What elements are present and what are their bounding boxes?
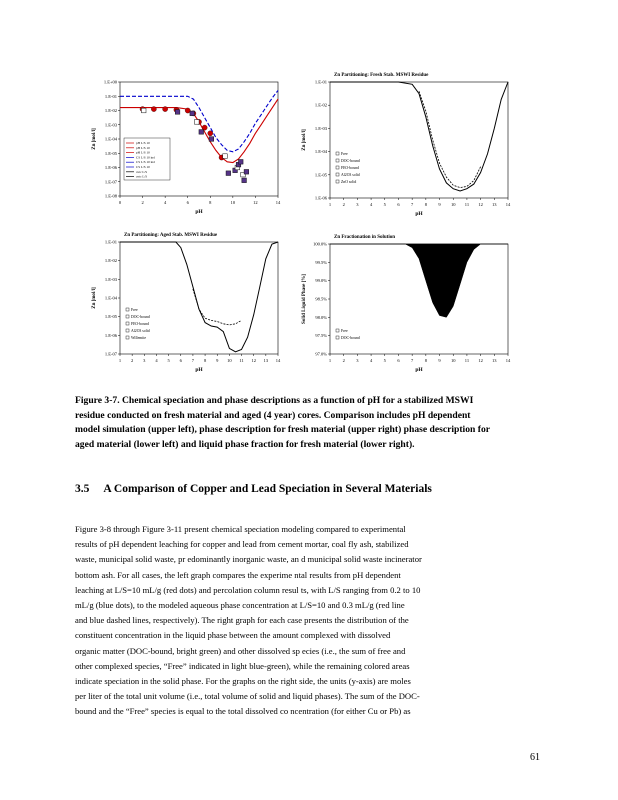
x-tick-label: 7 bbox=[191, 358, 195, 363]
paragraph-line: results of pH dependent leaching for copper and lead from cement mortar, coal fly ash, stabilized bbox=[75, 539, 409, 550]
x-tick-label: 4 bbox=[155, 358, 158, 363]
chart-upper-right bbox=[290, 70, 520, 220]
data-point-square bbox=[238, 160, 243, 165]
y-tick-label: 99.5% bbox=[315, 259, 327, 265]
y-tick-label: 1.E-02 bbox=[104, 108, 117, 113]
paragraph-line: leaching at L/S=10 mL/g (red dots) and percolation column resul ts, with L/S ranging from 0.2 to 10 bbox=[75, 584, 421, 595]
data-point-square bbox=[199, 130, 204, 135]
body-paragraph bbox=[75, 522, 545, 720]
x-tick-label: 3 bbox=[143, 358, 146, 363]
y-axis-label: Solid Liquid Phase [%] bbox=[302, 274, 307, 324]
x-tick-label: 12 bbox=[478, 358, 483, 363]
data-point-square bbox=[209, 137, 214, 142]
chart-upper-left bbox=[80, 70, 290, 220]
x-tick-label: 4 bbox=[369, 358, 373, 363]
data-point-circle bbox=[163, 106, 168, 111]
paragraph-line: bottom ash. For all cases, the left graph compares the experime ntal results from pH dependent bbox=[75, 569, 401, 580]
legend-entry: CS L/S 10 bbox=[136, 165, 150, 169]
x-tick-label: 2 bbox=[342, 202, 345, 207]
chart-title: Zn Partitioning: Fresh Stab. MSWI Residue bbox=[334, 73, 429, 78]
y-tick-label: 1.E-02 bbox=[314, 102, 327, 108]
x-tick-label: 9 bbox=[438, 358, 441, 363]
page-number: 61 bbox=[530, 752, 540, 763]
section-heading bbox=[75, 483, 432, 495]
data-point-square bbox=[223, 154, 228, 159]
x-tick-label: 10 bbox=[450, 358, 456, 363]
legend-entry: CS L/S 10 ind bbox=[136, 155, 155, 160]
chart-title: Zn Fractionation in Solution bbox=[334, 235, 395, 240]
x-tick-label: 5 bbox=[383, 202, 386, 207]
chart-upper-right-svg bbox=[290, 70, 520, 220]
legend-swatch bbox=[126, 308, 129, 311]
caption-line: aged material (lower left) and liquid phase fraction for fresh material (lower right). bbox=[75, 438, 415, 450]
legend-swatch bbox=[336, 152, 339, 155]
data-point-square bbox=[244, 169, 249, 174]
paragraph-line: organic matter (DOC‑bound, bright green) and other dissolved sp ecies (i.e., the sum of free and bbox=[75, 645, 406, 656]
data-point-square bbox=[175, 110, 180, 115]
data-point-square bbox=[141, 108, 146, 113]
x-tick-label: 5 bbox=[383, 358, 386, 363]
legend-entry: Free bbox=[341, 329, 348, 333]
legend-entry: Willemite bbox=[131, 336, 147, 340]
x-tick-label: 6 bbox=[186, 200, 189, 205]
x-tick-label: 11 bbox=[464, 202, 470, 207]
x-tick-label: 13 bbox=[492, 358, 497, 363]
x-tick-label: 1 bbox=[328, 202, 332, 207]
x-tick-label: 9 bbox=[438, 202, 441, 207]
chart-upper-left-svg bbox=[80, 70, 290, 220]
paragraph-line: other complexed species, “Free” indicated in light blue‑green), while the remaining colored areas bbox=[75, 660, 410, 671]
y-tick-label: 1.E-04 bbox=[314, 149, 327, 155]
paragraph-line: Figure 3‑8 through Figure 3‑11 present chemical speciation modeling compared to experimental bbox=[75, 524, 406, 534]
y-tick-label: 98.0% bbox=[315, 314, 327, 320]
y-axis-label: Zn [mol/l] bbox=[302, 129, 307, 151]
x-tick-label: 6 bbox=[179, 358, 182, 363]
y-tick-label: 1.E-01 bbox=[104, 239, 117, 245]
legend-entry: avtc L/S bbox=[136, 169, 148, 174]
paragraph-line: constituent concentration in the liquid phase between the amount complexed with dissolved bbox=[75, 630, 391, 641]
plot-area-frame bbox=[330, 82, 508, 198]
legend-entry: FEO-bound bbox=[341, 166, 359, 170]
legend-entry: avtc L/S bbox=[136, 174, 148, 179]
paragraph-line: and blue dashed lines, respectively). The right graph for each case presents the distribution of the bbox=[75, 615, 409, 626]
y-tick-label: 1.E-05 bbox=[314, 172, 327, 178]
y-tick-label: 98.5% bbox=[315, 296, 327, 302]
legend-swatch bbox=[126, 336, 129, 339]
y-tick-label: 1.E-03 bbox=[314, 125, 327, 131]
x-axis-label: pH bbox=[195, 209, 203, 215]
legend-entry: Free bbox=[341, 152, 348, 156]
x-tick-label: 3 bbox=[356, 358, 359, 363]
y-tick-label: 97.5% bbox=[315, 333, 327, 339]
legend-swatch bbox=[336, 336, 339, 339]
legend-entry: pH L/S 10 bbox=[136, 150, 150, 155]
x-tick-label: 8 bbox=[209, 200, 212, 205]
y-tick-label: 1.E-07 bbox=[104, 351, 117, 357]
data-point-square bbox=[242, 178, 247, 183]
x-tick-label: 12 bbox=[253, 200, 258, 205]
x-tick-label: 3 bbox=[356, 202, 359, 207]
x-tick-label: 10 bbox=[230, 200, 236, 205]
legend-entry: FEO-bound bbox=[131, 322, 149, 326]
caption-line: model simulation (upper left), phase description for fresh material (upper right) phase description for bbox=[75, 424, 491, 435]
x-tick-label: 12 bbox=[478, 202, 483, 207]
legend-entry: DOC-bound bbox=[341, 336, 360, 340]
y-tick-label: 1.E-06 bbox=[104, 165, 117, 170]
figure-caption bbox=[75, 394, 545, 452]
x-tick-label: 2 bbox=[131, 358, 134, 363]
y-tick-label: 99.0% bbox=[315, 278, 327, 284]
data-point-square bbox=[226, 171, 231, 176]
legend-entry: Free bbox=[131, 308, 138, 312]
y-tick-label: 97.0% bbox=[315, 351, 327, 357]
legend-swatch bbox=[126, 322, 129, 325]
y-tick-label: 1.E-01 bbox=[104, 93, 117, 99]
y-tick-label: 1.E-05 bbox=[104, 150, 117, 156]
chart-lower-left bbox=[80, 230, 290, 385]
section-title: A Comparison of Copper and Lead Speciation in Several Materials bbox=[103, 483, 432, 495]
y-tick-label: 1.E-04 bbox=[104, 136, 117, 142]
y-tick-label: 100.0% bbox=[313, 241, 327, 247]
chart-lower-left-svg bbox=[80, 230, 290, 385]
paragraph-line: mL/g (blue dots), to the modeled aqueous phase concentration at L/S=10 and 0.3 mL/g (red line bbox=[75, 600, 405, 611]
x-tick-label: 0 bbox=[118, 200, 122, 205]
x-tick-label: 2 bbox=[141, 200, 144, 205]
y-axis-label: Zn [mol/l] bbox=[92, 287, 97, 309]
liquid-fraction-area bbox=[330, 244, 508, 317]
legend-entry: Al2O3 solid bbox=[341, 173, 360, 177]
y-tick-label: 1.E-04 bbox=[104, 295, 117, 301]
x-tick-label: 8 bbox=[424, 202, 427, 207]
y-tick-label: 1.E-06 bbox=[104, 332, 117, 338]
legend-entry: ZnO solid bbox=[341, 180, 357, 184]
x-tick-label: 10 bbox=[227, 358, 232, 363]
x-tick-label: 14 bbox=[275, 358, 281, 363]
x-tick-label: 1 bbox=[118, 358, 122, 363]
x-tick-label: 8 bbox=[424, 358, 427, 363]
legend-entry: CS L/S 10 ind bbox=[136, 160, 155, 165]
data-point-circle bbox=[185, 108, 190, 113]
data-point-circle bbox=[151, 106, 156, 111]
x-tick-label: 8 bbox=[203, 358, 207, 363]
y-tick-label: 1.E-06 bbox=[314, 195, 327, 201]
y-tick-label: 1.E-01 bbox=[314, 79, 327, 85]
x-tick-label: 14 bbox=[505, 358, 511, 363]
data-point-square bbox=[190, 111, 195, 116]
x-tick-label: 6 bbox=[397, 202, 400, 207]
caption-line: residue conducted on fresh material and aged (4 year) cores. Comparison includes pH dependent bbox=[75, 409, 471, 421]
legend-swatch bbox=[336, 180, 339, 183]
legend-swatch bbox=[126, 315, 129, 318]
x-tick-label: 14 bbox=[505, 202, 511, 207]
legend-swatch bbox=[336, 166, 339, 169]
legend-swatch bbox=[126, 329, 129, 332]
paragraph-line: indicate speciation in the solid phase. For the graphs on the right side, the units (y‑axis) are moles bbox=[75, 676, 411, 687]
x-tick-label: 9 bbox=[216, 358, 219, 363]
x-tick-label: 4 bbox=[164, 200, 167, 205]
doc-bound-line bbox=[193, 289, 242, 325]
y-tick-label: 1.E-02 bbox=[104, 258, 117, 264]
doc-bound-line bbox=[419, 91, 481, 187]
y-axis-label: Zn [mol/l] bbox=[92, 128, 97, 150]
x-tick-label: 11 bbox=[239, 358, 244, 363]
legend-entry: DOC-bound bbox=[341, 159, 360, 163]
legend-entry: Al2O3 solid bbox=[131, 329, 150, 333]
x-tick-label: 7 bbox=[411, 358, 414, 363]
data-point-square bbox=[194, 120, 199, 125]
legend-entry: pH L/S 10 bbox=[136, 145, 150, 150]
legend-swatch bbox=[336, 329, 339, 332]
x-tick-label: 5 bbox=[167, 358, 170, 363]
data-point-circle bbox=[208, 131, 213, 136]
x-tick-label: 1 bbox=[328, 358, 332, 363]
legend-swatch bbox=[336, 159, 339, 162]
x-tick-label: 13 bbox=[492, 202, 497, 207]
section-number: 3.5 bbox=[75, 483, 90, 495]
legend-swatch bbox=[336, 173, 339, 176]
x-tick-label: 2 bbox=[342, 358, 345, 363]
paragraph-line: per liter of the total unit volume (i.e., total volume of solid and liquid phases). The sum of the DOC‑ bbox=[75, 691, 420, 702]
y-tick-label: 1.E-05 bbox=[104, 314, 117, 320]
y-tick-label: 1.E-07 bbox=[104, 179, 117, 185]
chart-lower-right-svg bbox=[290, 230, 520, 385]
x-tick-label: 4 bbox=[369, 202, 373, 207]
y-tick-label: 1.E-03 bbox=[104, 276, 117, 282]
x-axis-label: pH bbox=[415, 367, 423, 373]
chart-lower-right bbox=[290, 230, 520, 385]
paragraph-line: waste, municipal solid waste, pr edominantly inorganic waste, an d municipal solid waste incinerator bbox=[75, 554, 422, 565]
y-tick-label: 1.E-08 bbox=[104, 193, 117, 199]
x-tick-label: 13 bbox=[263, 358, 269, 363]
legend-entry: pH L/S 10 bbox=[136, 141, 150, 145]
x-tick-label: 7 bbox=[411, 202, 414, 207]
y-tick-label: 1.E-03 bbox=[104, 122, 117, 128]
x-tick-label: 11 bbox=[464, 358, 470, 363]
x-tick-label: 10 bbox=[450, 202, 456, 207]
x-axis-label: pH bbox=[195, 367, 203, 373]
chart-title: Zn Partitioning: Aged Stab. MSWI Residue bbox=[124, 233, 218, 238]
x-axis-label: pH bbox=[415, 211, 423, 217]
caption-line: Figure 3‑7. Chemical speciation and phase descriptions as a function of pH for a stabilized MSWI bbox=[75, 395, 474, 406]
y-tick-label: 1.E+00 bbox=[103, 79, 117, 85]
paragraph-line: bound and the “Free” species is equal to the total dissolved co ncentration (for either Cu or Pb) as bbox=[75, 706, 411, 717]
x-tick-label: 14 bbox=[275, 200, 281, 205]
x-tick-label: 6 bbox=[397, 358, 400, 363]
x-tick-label: 12 bbox=[251, 358, 256, 363]
legend-entry: DOC-bound bbox=[131, 315, 150, 319]
